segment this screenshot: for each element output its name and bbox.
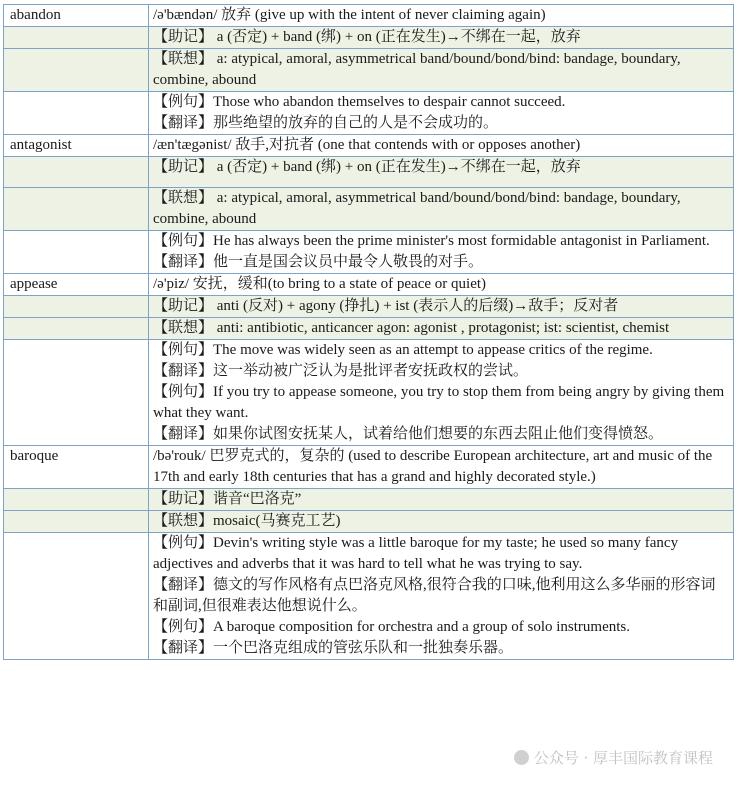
- example-translation: 【翻译】一个巴洛克组成的管弦乐队和一批独奏乐器。: [153, 640, 514, 656]
- headword: baroque: [4, 446, 149, 489]
- entry-row: [4, 446, 734, 489]
- definition: /æn'tægənist/ 敌手,对抗者 (one that contends with or opposes another): [149, 135, 734, 157]
- definition: /ə'piz/ 安抚，缓和(to bring to a state of peace or quiet): [149, 274, 734, 296]
- examples-row: [4, 340, 734, 446]
- mnemonic: 【助记】 a (否定) + band (绑) + on (正在发生)→不绑在一起，放弃: [149, 157, 734, 188]
- example-sentence: 【例句】A baroque composition for orchestra and a group of solo instruments.: [153, 619, 630, 635]
- example-translation: 【翻译】他一直是国会议员中最令人敬畏的对手。: [153, 254, 484, 270]
- vocabulary-table: [3, 4, 734, 660]
- mnemonic-row: [4, 489, 734, 511]
- association: 【联想】 anti: antibiotic, anticancer agon: agonist , protagonist; ist: scientist, chemist: [149, 318, 734, 340]
- wechat-logo-icon: [514, 750, 529, 765]
- watermark-text: 公众号 · 厚丰国际教育课程: [533, 749, 713, 767]
- example-translation: 【翻译】这一举动被广泛认为是批评者安抚政权的尝试。: [153, 363, 529, 379]
- example-translation: 【翻译】那些绝望的放弃的自己的人是不会成功的。: [153, 115, 499, 131]
- example-sentence: 【例句】He has always been the prime minister's most formidable antagonist in Parliament.: [153, 233, 710, 249]
- mnemonic-row: [4, 296, 734, 318]
- association-row: [4, 49, 734, 92]
- association: 【联想】mosaic(马赛克工艺): [149, 511, 734, 533]
- definition: /ə'bændən/ 放弃 (give up with the intent of never claiming again): [149, 5, 734, 27]
- examples: [149, 340, 734, 446]
- examples-row: [4, 92, 734, 135]
- example-sentence: 【例句】If you try to appease someone, you try to stop them from being angry by giving them what they want.: [153, 384, 725, 421]
- mnemonic-row: [4, 157, 734, 188]
- headword: antagonist: [4, 135, 149, 157]
- entry-row: [4, 274, 734, 296]
- association-row: [4, 511, 734, 533]
- mnemonic-row: [4, 27, 734, 49]
- headword: abandon: [4, 5, 149, 27]
- association: 【联想】 a: atypical, amoral, asymmetrical band/bound/bond/bind: bandage, boundary, combine, abound: [149, 188, 734, 231]
- entry-row: [4, 135, 734, 157]
- examples: [149, 92, 734, 135]
- watermark: [514, 747, 713, 768]
- association-row: [4, 188, 734, 231]
- example-sentence: 【例句】Devin's writing style was a little baroque for my taste; he used so many fancy adjectives and adverbs that it was hard to tell what he was trying to say.: [153, 535, 679, 572]
- mnemonic: 【助记】 a (否定) + band (绑) + on (正在发生)→不绑在一起，放弃: [149, 27, 734, 49]
- mnemonic: 【助记】谐音“巴洛克”: [149, 489, 734, 511]
- examples: [149, 231, 734, 274]
- headword: appease: [4, 274, 149, 296]
- example-sentence: 【例句】The move was widely seen as an attempt to appease critics of the regime.: [153, 342, 653, 358]
- example-translation: 【翻译】德文的写作风格有点巴洛克风格,很符合我的口味,他利用这么多华丽的形容词和副词,但很难表达他想说什么。: [153, 577, 716, 614]
- entry-row: [4, 5, 734, 27]
- association: 【联想】 a: atypical, amoral, asymmetrical band/bound/bond/bind: bandage, boundary, combine, abound: [149, 49, 734, 92]
- example-sentence: 【例句】Those who abandon themselves to despair cannot succeed.: [153, 94, 566, 110]
- example-translation: 【翻译】如果你试图安抚某人，试着给他们想要的东西去阻止他们变得愤怒。: [153, 426, 664, 442]
- examples: [149, 533, 734, 660]
- definition: /bə'rouk/ 巴罗克式的，复杂的 (used to describe European architecture, art and music of the 17th and early 18th centuries that has a grand and highly decorated style.): [149, 446, 734, 489]
- examples-row: [4, 231, 734, 274]
- mnemonic: 【助记】 anti (反对) + agony (挣扎) + ist (表示人的后缀)→敌手；反对者: [149, 296, 734, 318]
- examples-row: [4, 533, 734, 660]
- association-row: [4, 318, 734, 340]
